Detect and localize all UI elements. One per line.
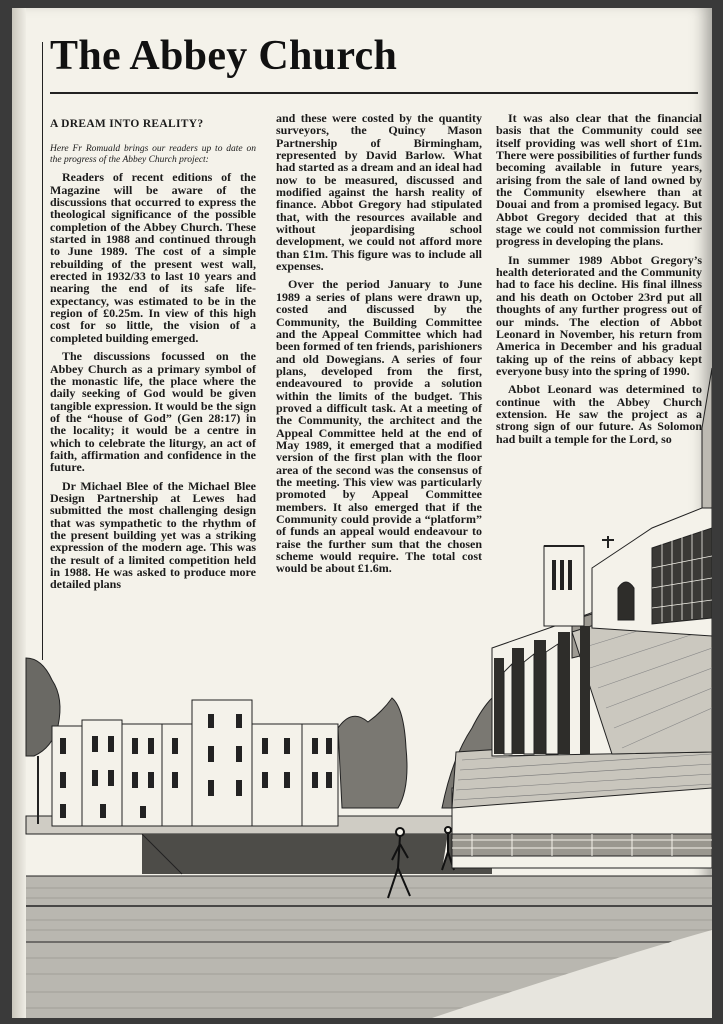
paragraph: Over the period January to June 1989 a series of plans were drawn up, costed and discussed by the Community, the Building Committee and the Appeal Committee which had been formed of ten friends, parishioners and old Dowegians. A series of four plans, developed from the first, endeavoured to provide a solution within the limits of the budget. This proved a difficult task. At a meeting of the Community, the architect and the Appeal Committee held at the end of May 1989, it emerged that a modified version of the first plan with the floor area of the second was the consensus of the meeting. This view was particularly promoted by Appeal Committee members. It also emerged that if the Community could provide a “platform” of funds an appeal would endeavour to raise the further sum that the chosen scheme would require. The total cost would be about £1.6m.	[276, 277, 482, 576]
left-margin-rule	[42, 42, 43, 660]
paragraph: Dr Michael Blee of the Michael Blee Design Partnership at Lewes had submitted the most challenging design that was sympathetic to the rhythm of the present building yet was a striking expression of the modern age. This was the result of a limited competition held in 1988. He was asked to produce more detailed plans	[50, 478, 256, 592]
paragraph: and these were costed by the quantity surveyors, the Quincy Mason Partnership of Birmingham, represented by David Barlow. What had started as a dream and an ideal had now to be measured, discussed and modified against the harsh reality of finance. Abbot Gregory had stipulated that, with the resources available and without jeopardising school development, we could not afford more than £1m. This figure was to include all expenses.	[276, 111, 482, 274]
magazine-page	[12, 8, 712, 1018]
text-column-3	[496, 112, 702, 451]
paragraph: In summer 1989 Abbot Gregory’s health deteriorated and the Community had to face his decline. His final illness and his death on October 23rd put all thoughts of any further progress out of our minds. The election of Abbot Leonard in November, his return from America in December and his gradual taking up of the reins of abbacy kept everyone busy into the spring of 1990.	[496, 252, 702, 378]
paragraph: Readers of recent editions of the Magazine will be aware of the discussions that occurred to express the theological significance of the possible completion of the Abbey Church. These started in 1988 and continued through to June 1989. The cost of a simple rebuilding of the present west wall, erected in 1932/33 to last 10 years and nearing the end of its safe life-expectancy, was estimated to be in the region of £0.25m. In view of this high cost for so little, the vision of a completed building emerged.	[50, 170, 256, 345]
title-underline	[50, 92, 698, 94]
article-subheading: A DREAM INTO REALITY?	[50, 118, 204, 130]
text-column-1	[50, 112, 256, 597]
article-intro: Here Fr Romuald brings our readers up to date on the progress of the Abbey Church project:	[50, 144, 256, 165]
page-title: The Abbey Church	[50, 33, 398, 79]
paragraph: The discussions focussed on the Abbey Church as a primary symbol of the monastic life, the place where the daily seeking of God would be given tangible expression. It would be the sign of the “house of God” (Gen 28:17) in the locality; it would be a centre in which to celebrate the liturgy, an act of faith, affirmation and confidence in the future.	[50, 349, 256, 475]
paragraph: Abbot Leonard was determined to continue with the Abbey Church extension. He saw the project as a strong sign of our future. As Solomon had built a temple for the Lord, so	[496, 382, 702, 446]
paragraph: It was also clear that the financial basis that the Community could see itself providing was well short of £1m. There were possibilities of further funds becoming available in future years, arising from the sale of land owned by the Community elsewhere than at Douai and from a promised legacy. But Abbot Gregory decided that at this stage we could not commission further progress in developing the plans.	[496, 111, 702, 249]
text-column-2	[276, 112, 482, 581]
